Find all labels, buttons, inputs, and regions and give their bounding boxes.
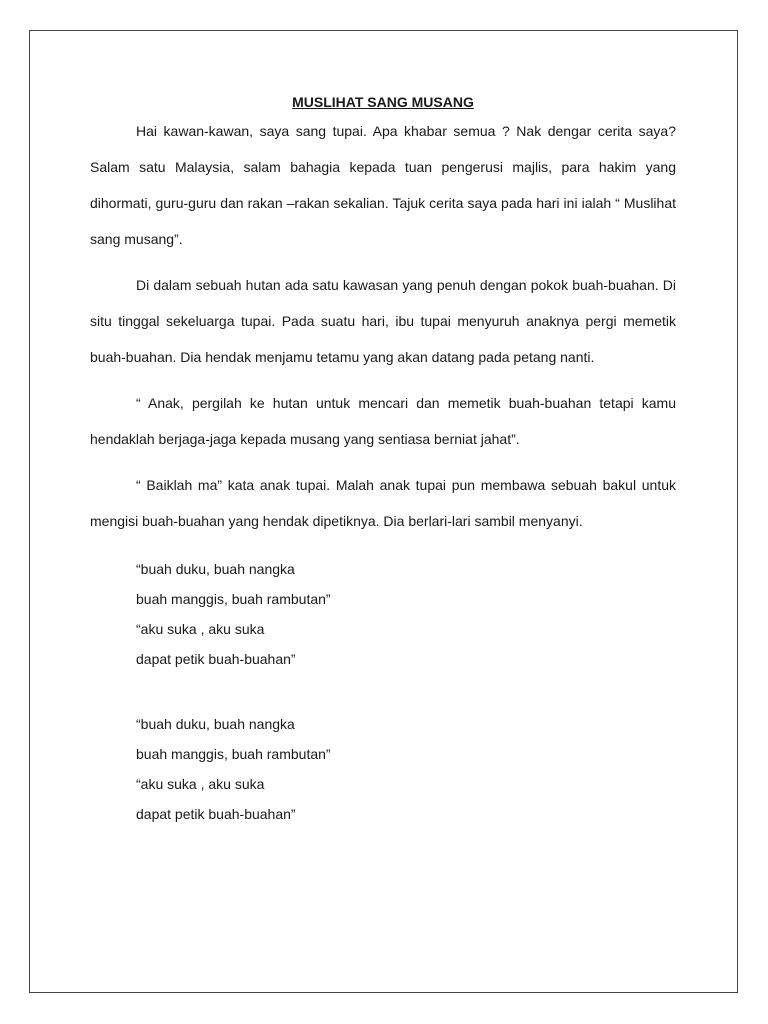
document-body [90,90,676,829]
paragraph-mother-warning: “ Anak, pergilah ke hutan untuk mencari dan memetik buah-buahan tetapi kamu hendaklah berjaga-jaga kepada musang yang sentiasa berniat jahat”. [90,395,676,447]
paragraph-young-squirrel: “ Baiklah ma” kata anak tupai. Malah anak tupai pun membawa sebuah bakul untuk mengisi buah-buahan yang hendak dipetiknya. Dia berlari-lari sambil menyanyi. [90,477,676,529]
paragraph-forest: Di dalam sebuah hutan ada satu kawasan yang penuh dengan pokok buah-buahan. Di situ tinggal sekeluarga tupai. Pada suatu hari, ibu tupai menyuruh anaknya pergi memetik buah-buahan. Dia hendak menjamu tetamu yang akan datang pada petang nanti. [90,277,676,365]
song-verse-2 [136,709,676,829]
song-line: “aku suka , aku suka [136,776,265,792]
song-line: dapat petik buah-buahan” [136,651,296,667]
song-line: “buah duku, buah nangka [136,561,295,577]
song-line: “aku suka , aku suka [136,621,265,637]
song-line: buah manggis, buah rambutan” [136,746,331,762]
document-title: MUSLIHAT SANG MUSANG [292,94,474,110]
song-verse-1 [136,554,676,674]
song-line: dapat petik buah-buahan” [136,806,296,822]
song-line: buah manggis, buah rambutan” [136,591,331,607]
song-line: “buah duku, buah nangka [136,716,295,732]
paragraph-intro: Hai kawan-kawan, saya sang tupai. Apa khabar semua ? Nak dengar cerita saya? Salam satu Malaysia, salam bahagia kepada tuan pengerusi majlis, para hakim yang dihormati, guru-guru dan rakan –rakan sekalian. Tajuk cerita saya pada hari ini ialah “ Muslihat sang musang”. [90,123,676,247]
